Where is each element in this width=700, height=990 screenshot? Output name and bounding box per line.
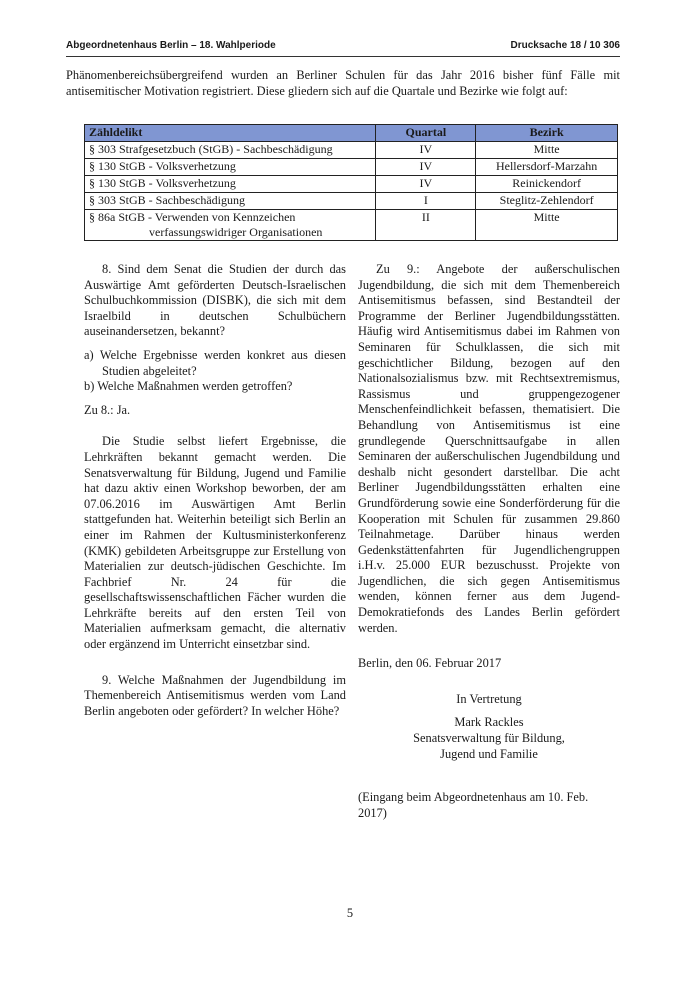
page-number: 5 [346, 906, 354, 920]
table-row [85, 176, 618, 193]
question-8b: b) Welche Maßnahmen werden getroffen? [84, 379, 293, 394]
cell-bezirk: Mitte [476, 210, 618, 241]
cell-bezirk: Reinickendorf [476, 176, 618, 193]
right-column [358, 262, 620, 821]
question-9: 9. Welche Maßnahmen der Jugendbildung im Themenbereich Antisemitismus werden vom Land Berlin angeboten oder gefördert? In welcher Höhe? [84, 672, 346, 718]
header-bezirk: Bezirk [476, 125, 618, 142]
delikt-text: § 130 StGB - Volksverhetzung [89, 159, 236, 173]
header-left: Abgeordnetenhaus Berlin – 18. Wahlperiode [66, 40, 276, 51]
signature-org-2: Jugend und Familie [440, 746, 538, 761]
left-column [84, 262, 346, 719]
receipt-note: (Eingang beim Abgeordnetenhaus am 10. Feb. 2017) [358, 790, 589, 820]
cell-zaehldelikt [85, 193, 376, 210]
cell-quartal: IV [376, 159, 476, 176]
answer-8-long: Die Studie selbst liefert Ergebnisse, die Lehrkräften bekannt gemacht werden. Die Senatsverwaltung für Bildung, Jugend und Familie hat dazu aktiv einen Workshop beworben, der am 07.06.2016 im Auswärtigen Amt Berlin stattgefunden hat. Weiterhin beteiligt sich Berlin an einer im Rahmen der Kultusministerkonferenz (KMK) gebildeten Arbeitsgruppe zur Erstellung von Materialien zur deutsch-jüdischen Geschichte. Im Fachbrief Nr. 24 für die gesellschaftswissenschaftlichen Fächer wurden die Lehrkräfte bereits auf den ersten Teil von Materialien aufmerksam gemacht, die alternativ oder ergänzend im Unterricht einsetzbar sind. [84, 434, 346, 652]
cell-quartal: IV [376, 142, 476, 159]
answer-9: Zu 9.: Angebote der außerschulischen Jugendbildung, die sich mit dem Themenbereich Antisemitismus befassen, sind Bestandteil der Programme der Berliner Jugendbildungsstätten. Häufig wird Antisemitismus dabei im Rahmen von Seminaren für Schulklassen, die sich mit geschichtlicher Bildung, bezogen auf den Nationalsozialismus bzw. mit Rechtsextremismus, Rassismus und gruppengezogener Menschenfeindlichkeit befassen, thematisiert. Die Behandlung von Antisemitismus ist eine grundlegende Querschnittsaufgabe in allen Seminaren der außerschulischen Jugendbildung und deshalb nicht gesondert darstellbar. Die acht Berliner Jugendbildungsstätten erhalten eine Grundförderung sowie eine Sonderförderung für die Kooperation mit Schulen für zusammen 29.860 Teilnahmetage. Darüber hinaus werden Gedenkstättenfahrten für Jugendlichengruppen i.H.v. 25.000 EUR bezuschusst. Projekte von Jugendlichen, die sich gegen Antisemitismus wenden, können ferner aus dem Jugend-Demokratiefonds des Landes Berlin gefördert werden. [358, 262, 620, 635]
page-header [66, 40, 620, 57]
cell-bezirk: Mitte [476, 142, 618, 159]
delikt-text-line2: verfassungswidriger Organisationen [149, 225, 323, 239]
table-row [85, 142, 618, 159]
table-row [85, 193, 618, 210]
cell-zaehldelikt [85, 159, 376, 176]
table-header-row [85, 125, 618, 142]
cell-quartal: II [376, 210, 476, 241]
question-8: 8. Sind dem Senat die Studien der durch das Auswärtige Amt geförderten Deutsch-Israelischen Schulbuchkommission (DISBK), die sich mit dem Israelbild in deutschen Schulbüchern auseinandersetzen, bekannt? [84, 262, 346, 339]
cell-quartal: I [376, 193, 476, 210]
date-line: Berlin, den 06. Februar 2017 [358, 656, 502, 671]
header-right: Drucksache 18 / 10 306 [510, 40, 620, 51]
signature-org-1: Senatsverwaltung für Bildung, [413, 731, 565, 746]
header-zaehldelikt: Zähldelikt [85, 125, 376, 142]
delikt-text: § 303 Strafgesetzbuch (StGB) - Sachbeschädigung [89, 142, 333, 156]
table-row [85, 210, 618, 241]
answer-8-short: Zu 8.: Ja. [84, 402, 131, 417]
table-row [85, 159, 618, 176]
cell-bezirk: Steglitz-Zehlendorf [476, 193, 618, 210]
intro-paragraph: Phänomenbereichsübergreifend wurden an Berliner Schulen für das Jahr 2016 bisher fünf Fälle mit antisemitischer Motivation registriert. Diese gliedern sich auf die Quartale und Bezirke wie folgt auf: [66, 68, 620, 98]
cell-zaehldelikt [85, 142, 376, 159]
delikt-text: § 130 StGB - Volksverhetzung [89, 176, 236, 190]
signature-name: Mark Rackles [454, 715, 524, 730]
delikt-text: § 86a StGB - Verwenden von Kennzeichen [89, 210, 296, 224]
delikt-text: § 303 StGB - Sachbeschädigung [89, 193, 245, 207]
cell-bezirk: Hellersdorf-Marzahn [476, 159, 618, 176]
header-quartal: Quartal [376, 125, 476, 142]
signature-vertretung: In Vertretung [456, 691, 522, 706]
cell-zaehldelikt [85, 210, 376, 241]
question-8a: a) Welche Ergebnisse werden konkret aus diesen Studien abgeleitet? [84, 347, 346, 378]
cell-quartal: IV [376, 176, 476, 193]
cell-zaehldelikt [85, 176, 376, 193]
offense-table [84, 124, 618, 241]
